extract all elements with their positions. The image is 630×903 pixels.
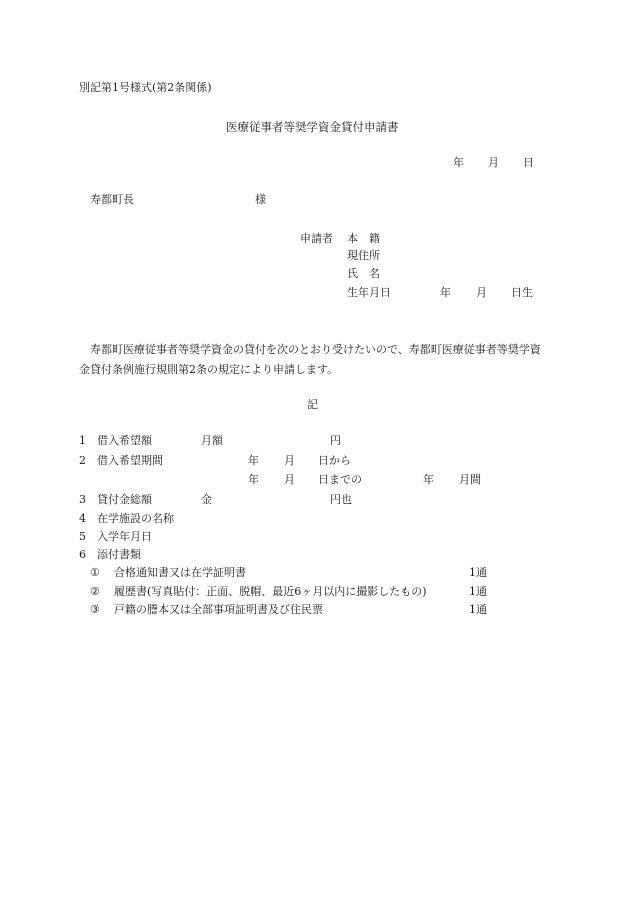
yen-nari-unit: 円也 — [330, 493, 352, 506]
addressee-honorific: 様 — [255, 193, 266, 206]
item-label: 在学施設の名称 — [97, 512, 174, 525]
ki-heading: 記 — [307, 398, 318, 411]
attachment-count: 1通 — [469, 585, 487, 598]
applicant-domicile-label: 本 籍 — [347, 232, 380, 245]
duration-year-label: 年 — [423, 473, 434, 486]
attachment-mark: ② — [90, 585, 100, 598]
item-number: 2 — [79, 454, 86, 467]
item-label: 添付書類 — [97, 548, 141, 561]
applicant-label: 申請者 — [300, 232, 333, 245]
monthly-amount-label: 月額 — [201, 434, 223, 447]
attachment-count: 1通 — [469, 603, 487, 616]
item-label: 借入希望期間 — [97, 454, 163, 467]
item-label: 借入希望額 — [97, 434, 152, 447]
attachment-text: 戸籍の謄本又は全部事項証明書及び住民票 — [114, 603, 323, 616]
birth-day-label: 日生 — [511, 286, 533, 299]
item-number: 6 — [79, 548, 86, 561]
attachment-text: 合格通知書又は在学証明書 — [114, 566, 246, 579]
birth-year-label: 年 — [440, 286, 451, 299]
form-number: 別記第1号様式(第2条関係) — [79, 81, 212, 94]
attachment-mark: ③ — [90, 603, 100, 616]
duration-month-label: 月間 — [459, 473, 481, 486]
application-statement: 寿都町医療従事者等奨学資金の貸付を次のとおり受けたいので、寿都町医療従事者等奨学資金貸付条例施行規則第2条の規定により申請します。 — [79, 343, 541, 376]
from-month-label: 月 — [284, 454, 295, 467]
from-day-label: 日から — [318, 454, 351, 467]
addressee-name: 寿都町長 — [90, 193, 134, 206]
from-year-label: 年 — [248, 454, 259, 467]
applicant-name-label: 氏 名 — [347, 267, 380, 280]
item-number: 3 — [79, 493, 86, 506]
attachment-count: 1通 — [469, 566, 487, 579]
date-month-label: 月 — [488, 156, 499, 169]
date-day-label: 日 — [523, 156, 534, 169]
attachment-text: 履歴書(写真貼付：正面、脱帽、最近6ヶ月以内に撮影したもの) — [114, 585, 427, 598]
applicant-address-label: 現住所 — [347, 249, 380, 262]
birth-month-label: 月 — [476, 286, 487, 299]
item-number: 1 — [79, 434, 86, 447]
item-label: 貸付金総額 — [97, 493, 152, 506]
page-title: 医療従事者等奨学資金貸付申請書 — [226, 120, 399, 134]
applicant-birthdate-label: 生年月日 — [347, 286, 391, 299]
kin-label: 金 — [201, 493, 212, 506]
to-day-label: 日までの — [318, 473, 362, 486]
item-number: 5 — [79, 530, 86, 543]
to-month-label: 月 — [284, 473, 295, 486]
attachment-mark: ① — [90, 566, 100, 579]
date-year-label: 年 — [453, 156, 464, 169]
to-year-label: 年 — [248, 473, 259, 486]
item-label: 入学年月日 — [97, 530, 152, 543]
yen-unit: 円 — [330, 434, 341, 447]
item-number: 4 — [79, 512, 86, 525]
